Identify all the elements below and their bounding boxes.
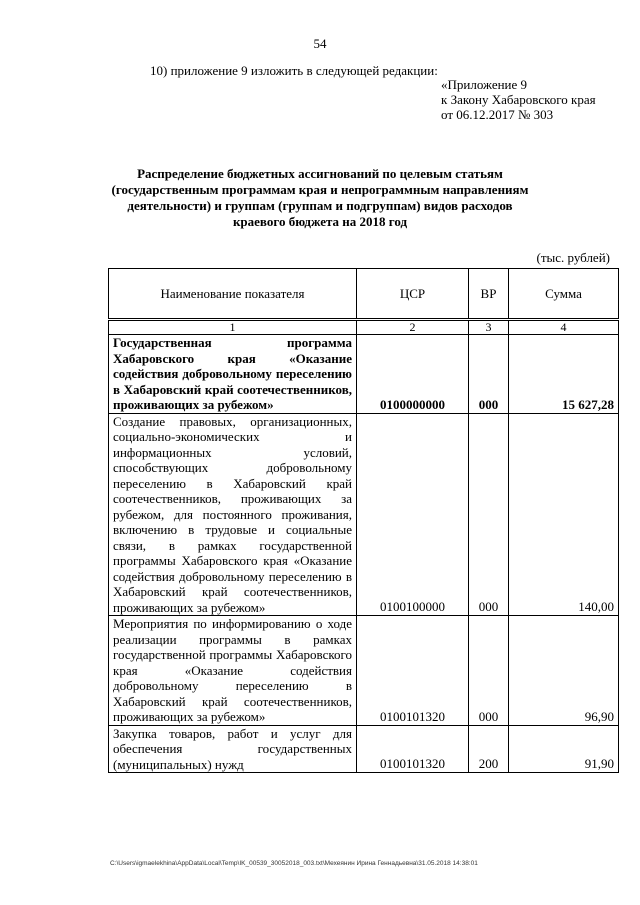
- row-csr: 0100101320: [357, 725, 469, 773]
- table-header-row: [109, 269, 619, 320]
- table-row: [109, 725, 619, 773]
- index-csr: 2: [357, 320, 469, 335]
- units-label: (тыс. рублей): [536, 250, 610, 265]
- table-index-row: [109, 320, 619, 335]
- row-vr: 200: [469, 725, 509, 773]
- header-name: Наименование показателя: [109, 269, 357, 320]
- row-vr: 000: [469, 413, 509, 616]
- index-sum: 4: [509, 320, 619, 335]
- header-sum: Сумма: [509, 269, 619, 320]
- row-sum: 96,90: [509, 616, 619, 726]
- row-sum: 140,00: [509, 413, 619, 616]
- document-title: Распределение бюджетных ассигнований по целевым статьям (государственным программам края и непрограммным направлениям деятельности) и группам (группам и подгруппам) видов расходов краевого бюджета на 2018 год: [111, 166, 529, 229]
- index-vr: 3: [469, 320, 509, 335]
- row-vr: 000: [469, 335, 509, 414]
- table-row: [109, 616, 619, 726]
- footer-file-path: C:\Users\igmaelekhina\AppData\Local\Temp\IK_00539_30052018_003.txt\Мехеянин Ирина Геннадьевна\31.05.2018 14:38:01: [110, 860, 478, 867]
- row-name: Государственная программа Хабаровского края «Оказание содействия добровольному переселению в Хабаровский край соотечественников, проживающих за рубежом»: [109, 335, 357, 414]
- appendix-line-1: «Приложение 9: [441, 77, 528, 92]
- appendix-reference: [441, 77, 596, 122]
- row-csr: 0100101320: [357, 616, 469, 726]
- row-name: Создание правовых, организационных, социально-экономических и информационных условий, способствующих добровольному переселению в Хабаровский край соотечественников, проживающих за рубежом, для постоянного проживания, включению в трудовые и социальные связи, в рамках государственной программы Хабаровского края «Оказание содействия добровольному переселению в Хабаровский край соотечественников, проживающих за рубежом»: [109, 413, 357, 616]
- appendix-line-3: от 06.12.2017 № 303: [441, 107, 554, 122]
- row-csr: 0100100000: [357, 413, 469, 616]
- page-number: 54: [313, 36, 327, 51]
- row-name: Мероприятия по информированию о ходе реализации программы в рамках государственной программы Хабаровского края «Оказание содействия добровольному переселению в Хабаровский край соотечественников, проживающих за рубежом»: [109, 616, 357, 726]
- row-csr: 0100000000: [357, 335, 469, 414]
- intro-text: 10) приложение 9 изложить в следующей редакции:: [150, 63, 438, 78]
- index-name: 1: [109, 320, 357, 335]
- table-row: [109, 335, 619, 414]
- row-name: Закупка товаров, работ и услуг для обеспечения государственных (муниципальных) нужд: [109, 725, 357, 773]
- appendix-line-2: к Закону Хабаровского края: [441, 92, 596, 107]
- budget-table: [108, 268, 619, 773]
- row-vr: 000: [469, 616, 509, 726]
- table-row: [109, 413, 619, 616]
- row-sum: 15 627,28: [509, 335, 619, 414]
- header-vr: ВР: [469, 269, 509, 320]
- header-csr: ЦСР: [357, 269, 469, 320]
- row-sum: 91,90: [509, 725, 619, 773]
